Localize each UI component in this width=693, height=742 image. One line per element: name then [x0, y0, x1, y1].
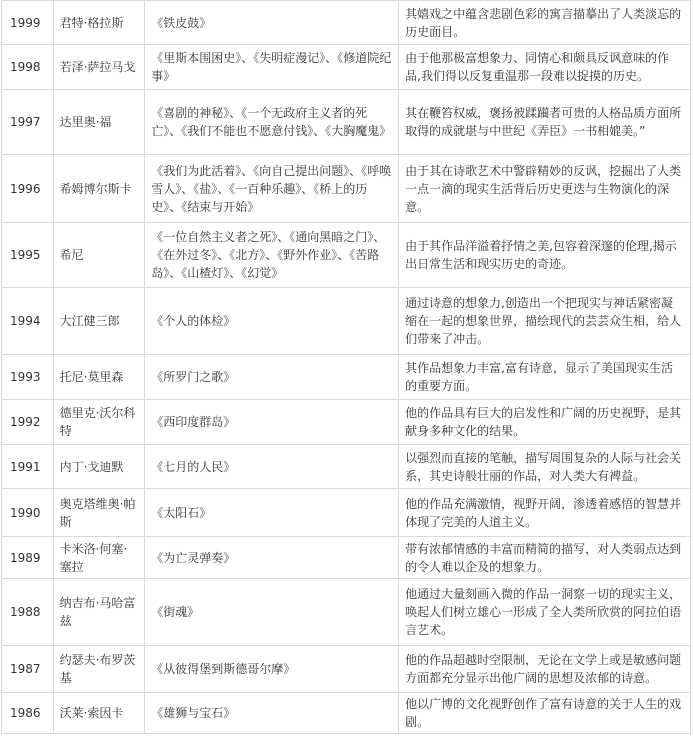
reason-cell: 他以广博的文化视野创作了富有诗意的关于人生的戏剧。 [399, 693, 691, 734]
author-cell: 君特·格拉斯 [53, 1, 145, 45]
author-cell: 托尼·莫里森 [53, 355, 145, 400]
table-row [2, 646, 691, 693]
author-cell: 达里奥·福 [53, 90, 145, 155]
year-cell: 1999 [2, 1, 54, 45]
year-cell: 1993 [2, 355, 54, 400]
works-cell: 《街魂》 [145, 579, 399, 646]
table-row [2, 155, 691, 223]
table-row [2, 579, 691, 646]
reason-cell: 他的作品充满激情，视野开阔，渗透着感悟的智慧并体现了完美的人道主义。 [399, 489, 691, 537]
table-row [2, 288, 691, 355]
table-body [2, 1, 691, 734]
works-cell: 《雄狮与宝石》 [145, 693, 399, 734]
works-cell: 《为亡灵弹奏》 [145, 537, 399, 579]
reason-cell: 他的作品具有巨大的启发性和广阔的历史视野，是其献身多种文化的结果。 [399, 400, 691, 445]
table-row [2, 45, 691, 90]
reason-cell: 通过诗意的想象力,创造出一个把现实与神话紧密凝缩在一起的想象世界，描绘现代的芸芸众生相，给人们带来了冲击。 [399, 288, 691, 355]
table-row [2, 1, 691, 45]
author-cell: 希姆博尔斯卡 [53, 155, 145, 223]
works-cell: 《里斯本围困史》、《失明症漫记》、《修道院纪事》 [145, 45, 399, 90]
year-cell: 1990 [2, 489, 54, 537]
table-row [2, 489, 691, 537]
reason-cell: 他通过大量刻画入微的作品一洞察一切的现实主义，唤起人们树立雄心一形成了全人类所欣赏的阿拉伯语言艺术。 [399, 579, 691, 646]
reason-cell: 其嬉戏之中蕴含悲剧色彩的寓言描摹出了人类淡忘的历史面目。 [399, 1, 691, 45]
reason-cell: 他的作品超越时空限制，无论在文学上或是敏感问题方面都充分显示出他广阔的思想及浓郁的诗意。 [399, 646, 691, 693]
author-cell: 德里克·沃尔科特 [53, 400, 145, 445]
table-row [2, 90, 691, 155]
works-cell: 《铁皮鼓》 [145, 1, 399, 45]
works-cell: 《从彼得堡到斯德哥尔摩》 [145, 646, 399, 693]
year-cell: 1996 [2, 155, 54, 223]
works-cell: 《太阳石》 [145, 489, 399, 537]
table-row [2, 693, 691, 734]
reason-cell: 以强烈而直接的笔触，描写周围复杂的人际与社会关系，其史诗般壮丽的作品，对人类大有裨益。 [399, 445, 691, 489]
author-cell: 约瑟夫·布罗茨基 [53, 646, 145, 693]
works-cell: 《西印度群岛》 [145, 400, 399, 445]
author-cell: 卡米洛·何塞·塞拉 [53, 537, 145, 579]
author-cell: 内丁·戈迪默 [53, 445, 145, 489]
year-cell: 1991 [2, 445, 54, 489]
table-row [2, 537, 691, 579]
reason-cell: 其在鞭笞权威，褒扬被蹂躏者可贵的人格品质方面所取得的成就堪与中世纪《弄臣》一书相媲美。” [399, 90, 691, 155]
author-cell: 纳吉布·马哈富兹 [53, 579, 145, 646]
year-cell: 1995 [2, 223, 54, 288]
year-cell: 1987 [2, 646, 54, 693]
author-cell: 若泽·萨拉马戈 [53, 45, 145, 90]
author-cell: 希尼 [53, 223, 145, 288]
author-cell: 沃莱·索因卡 [53, 693, 145, 734]
author-cell: 奥克塔维奥·帕斯 [53, 489, 145, 537]
year-cell: 1998 [2, 45, 54, 90]
year-cell: 1989 [2, 537, 54, 579]
works-cell: 《一位自然主义者之死》、《通向黑暗之门》、《在外过冬》、《北方》、《野外作业》、《苦路岛》、《山楂灯》、《幻觉》 [145, 223, 399, 288]
reason-cell: 由于其作品洋溢着抒情之美,包容着深邃的伦理,揭示出日常生活和现实历史的奇迹。 [399, 223, 691, 288]
works-cell: 《喜剧的神秘》、《一个无政府主义者的死亡》、《我们不能也不愿意付钱》、《大胸魔鬼》 [145, 90, 399, 155]
reason-cell: 由于他那极富想象力、同情心和颇具反讽意味的作品,我们得以反复重温那一段难以捉摸的历史。 [399, 45, 691, 90]
year-cell: 1986 [2, 693, 54, 734]
table-row [2, 445, 691, 489]
works-cell: 《个人的体检》 [145, 288, 399, 355]
reason-cell: 其作品想象力丰富,富有诗意，显示了美国现实生活的重要方面。 [399, 355, 691, 400]
reason-cell: 由于其在诗歌艺术中警辟精妙的反讽，挖掘出了人类一点一滴的现实生活背后历史更迭与生物演化的深意。 [399, 155, 691, 223]
works-cell: 《七月的人民》 [145, 445, 399, 489]
author-cell: 大江健三郎 [53, 288, 145, 355]
works-cell: 《我们为此活着》、《向自己提出问题》、《呼唤雪人》、《盐》、《一百种乐趣》、《桥上的历史》、《结束与开始》 [145, 155, 399, 223]
year-cell: 1992 [2, 400, 54, 445]
reason-cell: 带有浓郁情感的丰富而精简的描写，对人类弱点达到的令人难以企及的想象力。 [399, 537, 691, 579]
year-cell: 1997 [2, 90, 54, 155]
works-cell: 《所罗门之歌》 [145, 355, 399, 400]
table-row [2, 400, 691, 445]
year-cell: 1988 [2, 579, 54, 646]
table-row [2, 223, 691, 288]
table-row [2, 355, 691, 400]
year-cell: 1994 [2, 288, 54, 355]
nobel-laureates-table [1, 0, 691, 734]
